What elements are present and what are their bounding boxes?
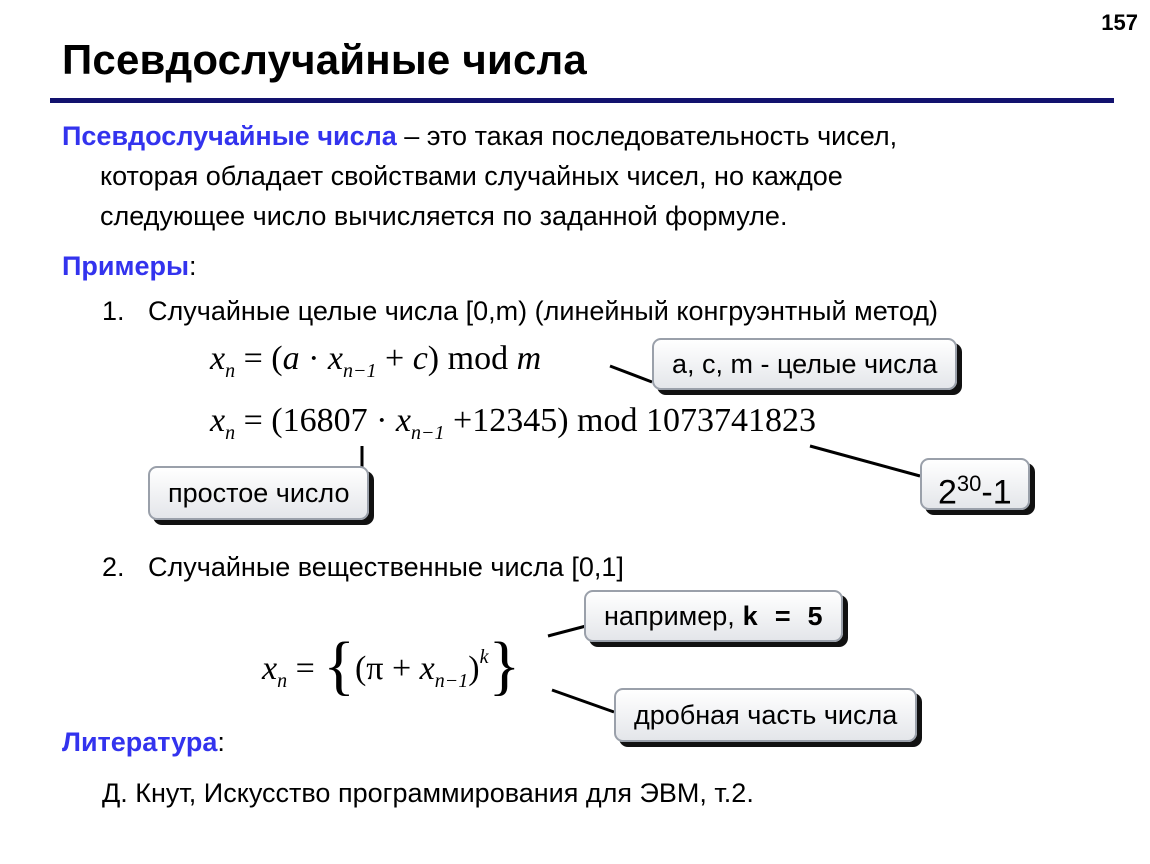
f2-x: x [395, 402, 412, 439]
example-item-2 [102, 552, 624, 583]
item-1-number: 1. [102, 296, 125, 326]
definition-line2: которая обладает свойствами случайных чисел, но каждое [100, 161, 843, 191]
power-base: 2 [938, 473, 957, 512]
callout-example-k [584, 590, 843, 642]
f3-close-brace: } [488, 629, 521, 702]
f1-dot: · [299, 340, 328, 377]
literature-heading [62, 722, 225, 762]
connector-fraction [552, 690, 614, 712]
callout-integers: a, c, m - целые числа [652, 338, 957, 390]
callout-fraction: дробная часть числа [614, 688, 917, 742]
f3-x-sub: n−1 [434, 670, 469, 692]
f2-eq: = (16807 · [235, 402, 396, 439]
power-exp: 30 [956, 471, 982, 496]
definition-line1: – это такая последовательность чисел, [396, 121, 898, 151]
f1-lhs: x [210, 340, 226, 377]
callout-power [920, 458, 1030, 510]
f1-lhs-sub: n [225, 360, 236, 382]
f3-x: x [419, 650, 435, 687]
f3-lhs-sub: n [277, 670, 288, 692]
example-prefix: например, [604, 601, 743, 631]
f1-c: c [412, 340, 428, 377]
power-rest: -1 [981, 473, 1012, 512]
page-title: Псевдослучайные числа [62, 36, 587, 83]
item-2-number: 2. [102, 552, 125, 582]
f3-paren-close: ) [468, 650, 480, 687]
f1-mod: mod [439, 340, 517, 377]
f2-rest: +12345) mod 1073741823 [444, 402, 816, 439]
f3-exp: k [479, 646, 489, 668]
literature-reference: Д. Кнут, Искусство программирования для ЭВМ, т.2. [102, 778, 754, 808]
title-divider [50, 98, 1114, 103]
examples-heading-text: Примеры [62, 251, 190, 281]
f3-open-brace: { [323, 629, 355, 702]
f2-x-sub: n−1 [411, 422, 445, 444]
example-k: k = 5 [742, 604, 824, 634]
connector-example [548, 626, 586, 636]
f3-paren-open: (π + [354, 650, 420, 687]
formula-lcg-general [210, 340, 541, 383]
connector-power [810, 446, 920, 476]
f3-eq: = [287, 650, 324, 687]
connector-integers [610, 366, 652, 382]
formula-real [262, 628, 520, 704]
literature-colon: : [217, 727, 225, 757]
f1-x-sub: n−1 [343, 360, 377, 382]
f1-close: ) [427, 340, 440, 377]
formula-lcg-specific [210, 402, 816, 445]
f1-eq: = ( [235, 340, 283, 377]
page-number: 157 [1101, 10, 1138, 35]
callout-prime: простое число [148, 466, 369, 520]
example-item-1 [102, 296, 938, 327]
definition-paragraph [62, 116, 1082, 236]
definition-term: Псевдослучайные числа [62, 121, 397, 151]
f3-lhs: x [262, 650, 278, 687]
examples-heading [62, 246, 197, 286]
f1-x: x [327, 340, 344, 377]
definition-line3: следующее число вычисляется по заданной формуле. [100, 201, 788, 231]
f2-lhs: x [210, 402, 226, 439]
literature-heading-text: Литература [62, 727, 218, 757]
f2-lhs-sub: n [225, 422, 236, 444]
examples-colon: : [189, 251, 197, 281]
f1-a: a [282, 340, 300, 377]
f1-plus: + [376, 340, 413, 377]
f1-m: m [516, 340, 542, 377]
item-1-text: Случайные целые числа [0,m) (линейный конгруэнтный метод) [148, 296, 939, 326]
item-2-text: Случайные вещественные числа [0,1] [148, 552, 624, 582]
